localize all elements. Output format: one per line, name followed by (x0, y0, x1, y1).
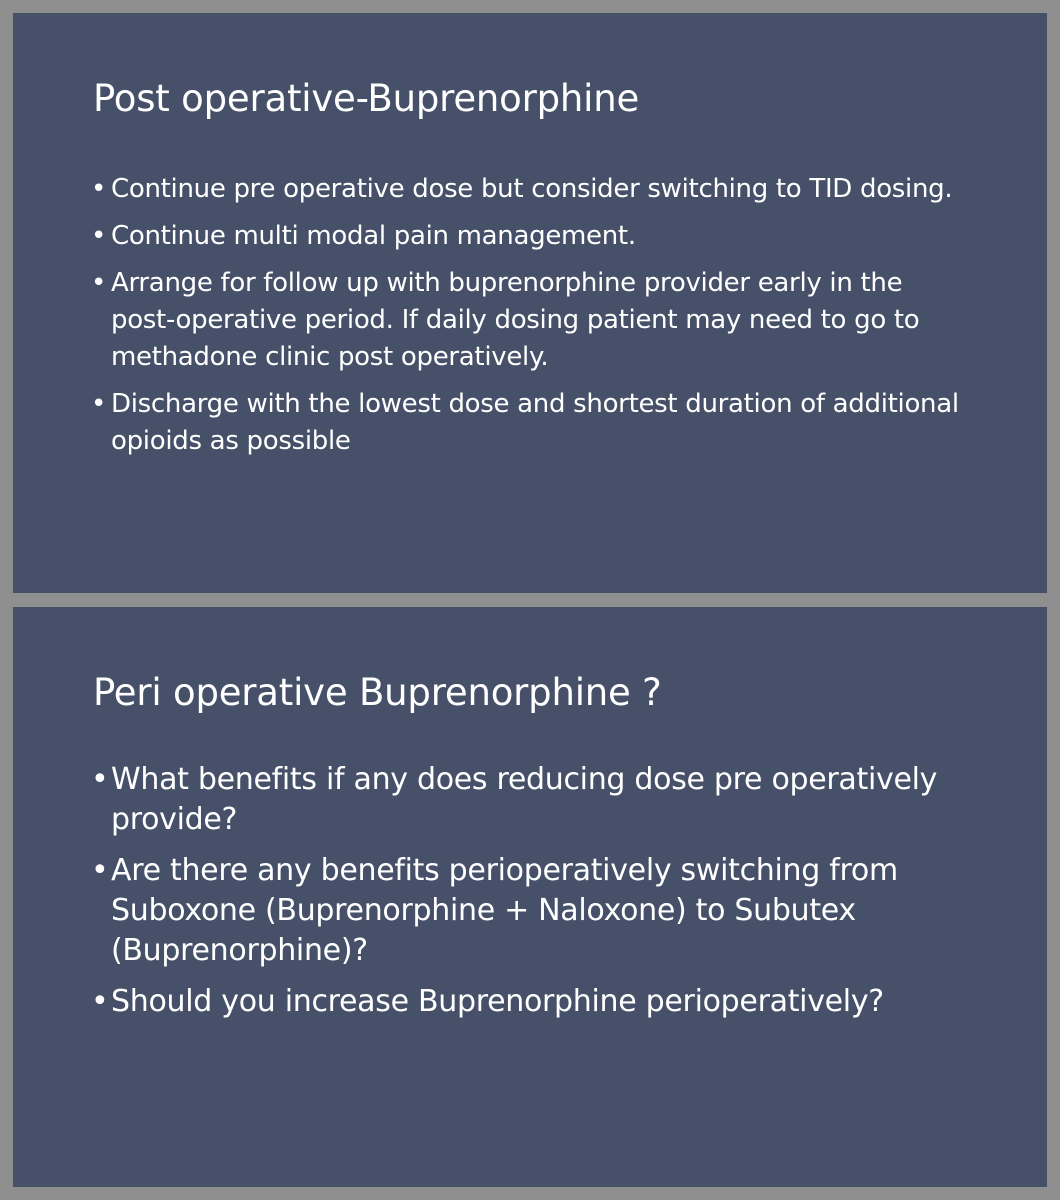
bullet-text: Arrange for follow up with buprenorphine provider early in the post-operative period. If daily dosing patient may need to go to methadone clinic post operatively. (111, 268, 920, 372)
bullet-icon: • (91, 762, 109, 797)
bullet-item (91, 218, 971, 255)
slide-post-operative-buprenorphine[interactable] (13, 13, 1047, 593)
slide-title: Peri operative Buprenorphine ? (93, 671, 662, 714)
bullet-text: Continue multi modal pain management. (111, 221, 636, 251)
bullet-icon: • (91, 268, 107, 298)
slide-peri-operative-buprenorphine[interactable] (13, 607, 1047, 1187)
bullet-icon: • (91, 853, 109, 888)
bullet-text: What benefits if any does reducing dose pre operatively provide? (111, 762, 938, 837)
bullet-text: Are there any benefits perioperatively switching from Suboxone (Buprenorphine + Naloxone) to Subutex (Buprenorphine)? (111, 853, 898, 968)
bullet-text: Should you increase Buprenorphine perioperatively? (111, 984, 884, 1019)
bullet-icon: • (91, 984, 109, 1019)
bullet-item (91, 851, 991, 971)
bullet-icon: • (91, 174, 107, 204)
bullet-item (91, 760, 991, 840)
bullet-text: Continue pre operative dose but consider switching to TID dosing. (111, 174, 953, 204)
bullet-text: Discharge with the lowest dose and shortest duration of additional opioids as possible (111, 389, 959, 456)
bullet-icon: • (91, 389, 107, 419)
bullet-list (91, 760, 991, 1033)
bullet-icon: • (91, 221, 107, 251)
bullet-item (91, 386, 971, 460)
bullet-item (91, 265, 971, 376)
bullet-list (91, 171, 971, 470)
bullet-item (91, 171, 971, 208)
bullet-item (91, 982, 991, 1022)
slide-title: Post operative-Buprenorphine (93, 77, 640, 120)
